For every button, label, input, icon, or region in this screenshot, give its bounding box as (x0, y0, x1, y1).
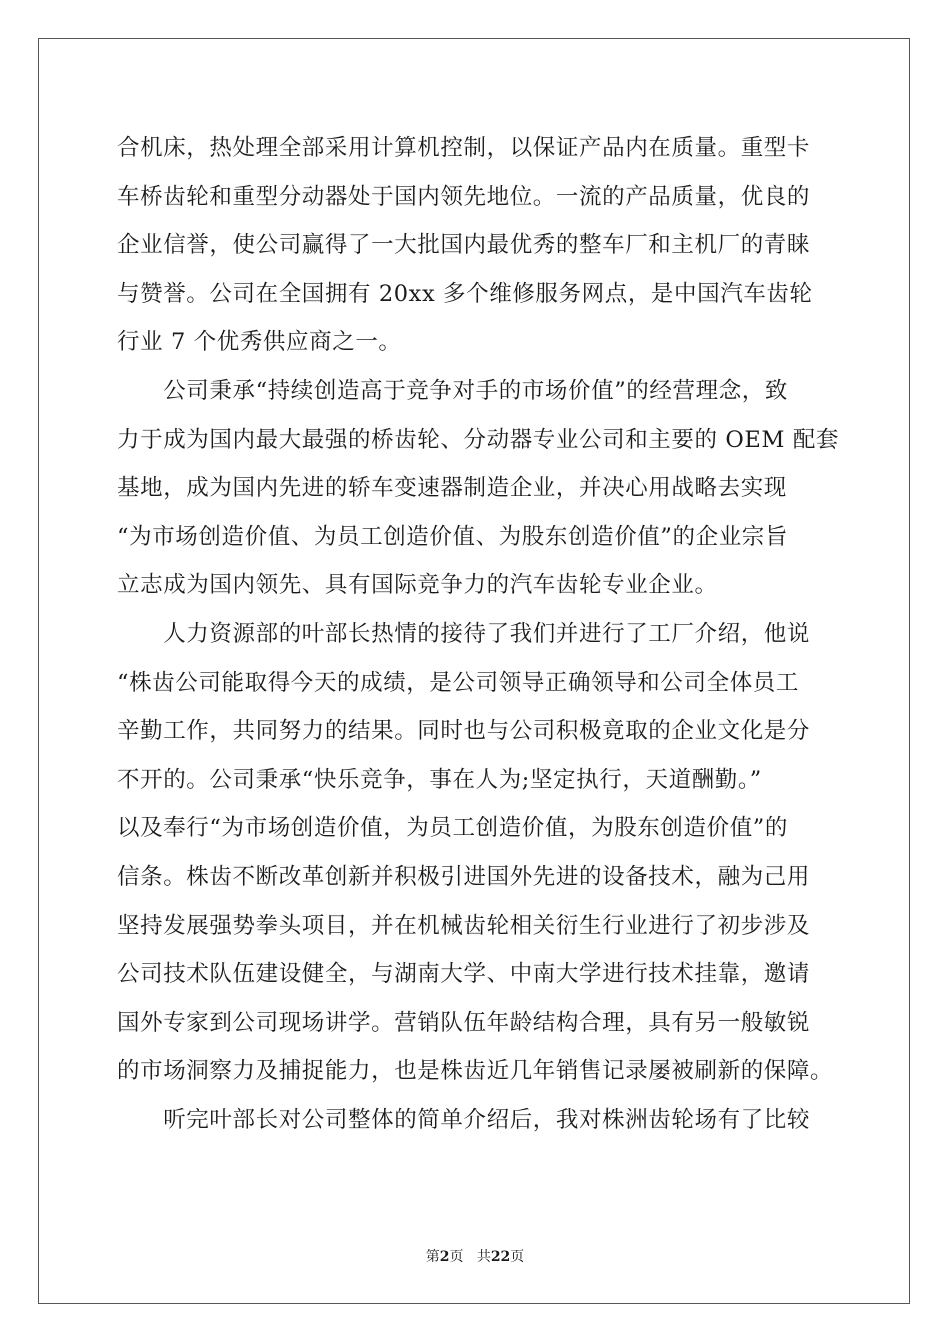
text-line: 立志成为国内领先、具有国际竞争力的汽车齿轮专业企业。 (117, 572, 718, 599)
total-prefix: 共 (476, 1249, 491, 1265)
text-line: 辛勤工作，共同努力的结果。同时也与公司积极竟取的企业文化是分 (117, 718, 811, 745)
text-line: 企业信誉，使公司赢得了一大批国内最优秀的整车厂和主机厂的青睐 (117, 232, 811, 259)
text-line: 与赞誉。公司在全国拥有 20xx 多个维修服务网点，是中国汽车齿轮 (117, 280, 813, 307)
document-body (117, 124, 843, 1144)
text-line: 公司技术队伍建设健全，与湖南大学、中南大学进行技术挂靠，邀请 (117, 961, 811, 988)
text-line: 人力资源部的叶部长热情的接待了我们并进行了工厂介绍，他说 (117, 620, 811, 647)
text-line: 坚持发展强势拳头项目，并在机械齿轮相关衍生行业进行了初步涉及 (117, 912, 811, 939)
text-line: 听完叶部长对公司整体的简单介绍后，我对株洲齿轮场有了比较 (117, 1106, 811, 1133)
page-prefix: 第 (425, 1249, 440, 1265)
text-line: 车桥齿轮和重型分动器处于国内领先地位。一流的产品质量，优良的 (117, 183, 811, 210)
text-line: 的市场洞察力及捕捉能力，也是株齿近几年销售记录屡被刷新的保障。 (117, 1058, 834, 1085)
text-line: 不开的。公司秉承“快乐竞争，事在人为;坚定执行，天道酬勤。” (117, 766, 762, 793)
text-line: “为市场创造价值、为员工创造价值、为股东创造价值”的企业宗旨 (117, 523, 789, 550)
text-line: 合机床，热处理全部采用计算机控制，以保证产品内在质量。重型卡 (117, 135, 811, 161)
text-line: 公司秉承“持续创造高于竞争对手的市场价值”的经营理念，致 (117, 377, 789, 404)
text-line: “株齿公司能取得今天的成绩，是公司领导正确领导和公司全体员工 (117, 669, 800, 696)
page-suffix: 页 (449, 1249, 464, 1265)
page-number: 2 (439, 1249, 450, 1265)
total-suffix: 页 (510, 1249, 525, 1265)
total-pages: 22 (490, 1249, 511, 1265)
text-line: 以及奉行“为市场创造价值，为员工创造价值，为股东创造价值”的 (117, 815, 789, 842)
text-line: 信条。株齿不断改革创新并积极引进国外先进的设备技术，融为己用 (117, 863, 811, 890)
text-line: 行业 7 个优秀供应商之一。 (117, 329, 402, 356)
page-footer (0, 1248, 950, 1266)
text-line: 力于成为国内最大最强的桥齿轮、分动器专业公司和主要的 OEM 配套 (117, 426, 840, 453)
text-line: 国外专家到公司现场讲学。营销队伍年龄结构合理，具有另一般敏锐 (117, 1009, 811, 1036)
text-line: 基地，成为国内先进的轿车变速器制造企业，并决心用战略去实现 (117, 475, 787, 502)
